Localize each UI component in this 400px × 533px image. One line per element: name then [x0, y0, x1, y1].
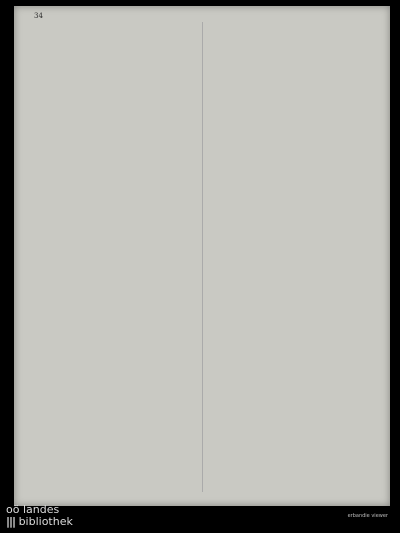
column-divider [202, 22, 203, 492]
directory-page [14, 6, 390, 506]
logo-line-1: oö landes [6, 503, 60, 516]
logo-bars-icon: ||| [6, 515, 16, 528]
logo-line-2: bibliothek [18, 515, 73, 528]
viewer-credit: erbandie viewer [347, 513, 388, 519]
page-number: 34 [34, 12, 43, 20]
library-logo [6, 504, 73, 528]
entries-column-left [26, 22, 202, 502]
entries-column-right [206, 22, 382, 502]
